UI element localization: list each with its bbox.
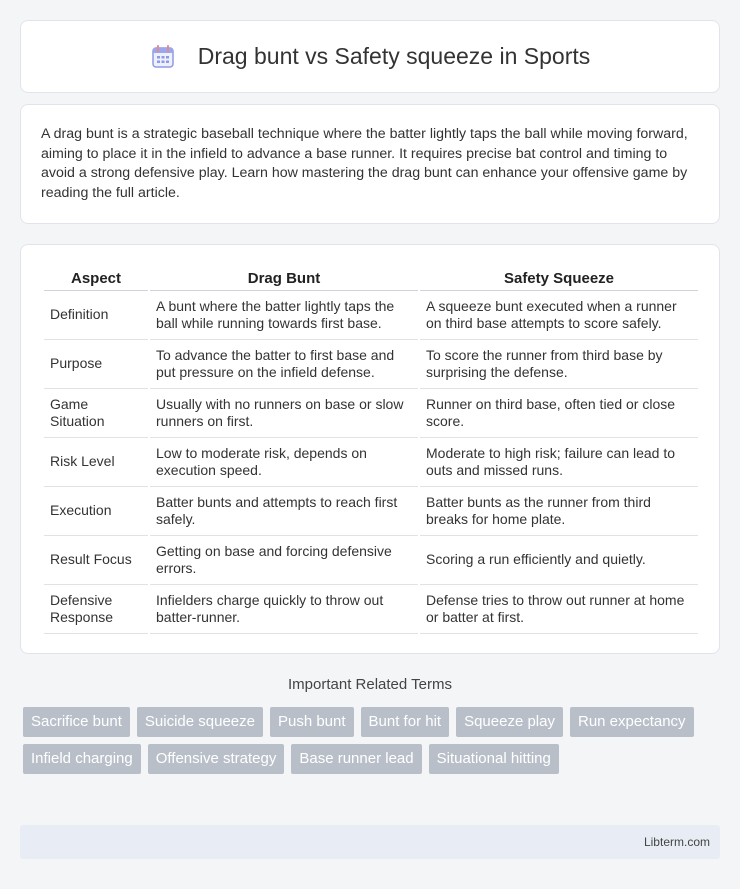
table-cell: Runner on third base, often tied or close score. <box>420 389 698 438</box>
column-header-drag-bunt: Drag Bunt <box>150 265 418 291</box>
table-cell: Defense tries to throw out runner at home or batter at first. <box>420 585 698 634</box>
footer <box>20 825 720 859</box>
table-cell: A squeeze bunt executed when a runner on third base attempts to score safely. <box>420 291 698 340</box>
table-cell: Batter bunts as the runner from third breaks for home plate. <box>420 487 698 536</box>
table-row <box>44 585 698 634</box>
table-row <box>44 438 698 487</box>
table-row <box>44 389 698 438</box>
calendar-icon <box>150 44 176 70</box>
related-term-tag[interactable]: Suicide squeeze <box>137 707 263 737</box>
page-title: Drag bunt vs Safety squeeze in Sports <box>197 43 591 69</box>
table-cell: Usually with no runners on base or slow runners on first. <box>150 389 418 438</box>
table-cell: Moderate to high risk; failure can lead to outs and missed runs. <box>420 438 698 487</box>
table-row <box>44 536 698 585</box>
header-card <box>20 20 720 93</box>
table-cell: Getting on base and forcing defensive errors. <box>150 536 418 585</box>
column-header-aspect: Aspect <box>44 265 148 291</box>
comparison-card <box>20 244 720 654</box>
table-cell: To score the runner from third base by surprising the defense. <box>420 340 698 389</box>
related-terms-title: Important Related Terms <box>288 676 452 693</box>
table-cell: Low to moderate risk, depends on execution speed. <box>150 438 418 487</box>
table-cell: Risk Level <box>44 438 148 487</box>
table-cell: Batter bunts and attempts to reach first safely. <box>150 487 418 536</box>
related-term-tag[interactable]: Offensive strategy <box>148 744 285 774</box>
related-terms-list <box>23 707 723 781</box>
footer-site-link[interactable]: Libterm.com <box>643 835 710 849</box>
table-cell: Defensive Response <box>44 585 148 634</box>
related-term-tag[interactable]: Sacrifice bunt <box>23 707 130 737</box>
table-cell: Infielders charge quickly to throw out batter-runner. <box>150 585 418 634</box>
table-cell: Result Focus <box>44 536 148 585</box>
table-cell: Scoring a run efficiently and quietly. <box>420 536 698 585</box>
table-cell: Purpose <box>44 340 148 389</box>
table-cell: Execution <box>44 487 148 536</box>
intro-text: A drag bunt is a strategic baseball technique where the batter lightly taps the ball while moving forward, aiming to place it in the infield to advance a base runner. It requires precise bat control and timing to avoid a strong defensive play. Learn how mastering the drag bunt can enhance your offensive game by reading the full article. <box>41 126 688 201</box>
table-row <box>44 340 698 389</box>
table-cell: Definition <box>44 291 148 340</box>
intro-card <box>20 104 720 224</box>
table-cell: A bunt where the batter lightly taps the ball while running towards first base. <box>150 291 418 340</box>
related-term-tag[interactable]: Base runner lead <box>291 744 421 774</box>
column-header-safety-squeeze: Safety Squeeze <box>420 265 698 291</box>
related-term-tag[interactable]: Situational hitting <box>429 744 559 774</box>
table-cell: Game Situation <box>44 389 148 438</box>
comparison-table <box>42 265 700 634</box>
table-row <box>44 487 698 536</box>
table-row <box>44 291 698 340</box>
related-term-tag[interactable]: Bunt for hit <box>361 707 450 737</box>
related-term-tag[interactable]: Push bunt <box>270 707 354 737</box>
table-cell: To advance the batter to first base and put pressure on the infield defense. <box>150 340 418 389</box>
related-term-tag[interactable]: Run expectancy <box>570 707 694 737</box>
related-term-tag[interactable]: Squeeze play <box>456 707 563 737</box>
related-term-tag[interactable]: Infield charging <box>23 744 141 774</box>
table-header-row <box>44 265 698 291</box>
